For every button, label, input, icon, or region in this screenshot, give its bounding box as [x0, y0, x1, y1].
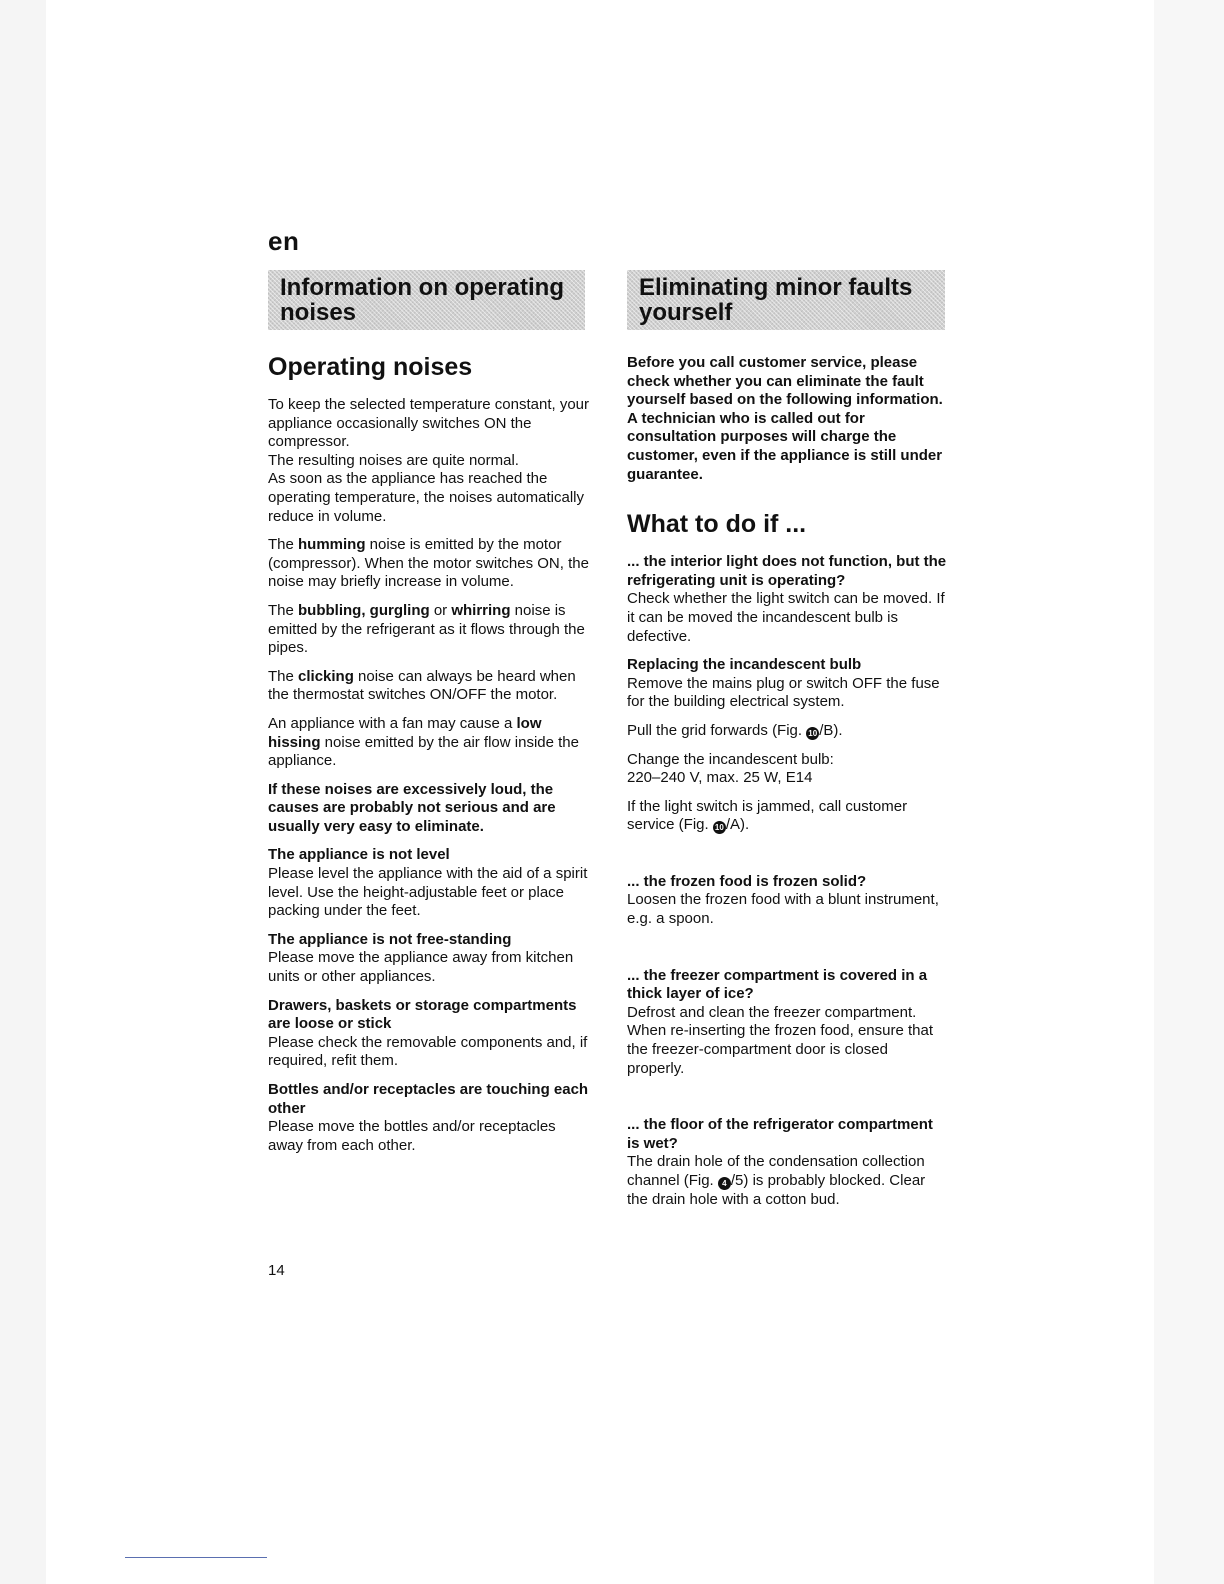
page-number: 14	[268, 1262, 285, 1279]
figure-number-badge: 10	[806, 727, 819, 740]
ice-layer-item: ... the freezer compartment is covered in a thick layer of ice? Defrost and clean the freezer compartment. When re-inserting the frozen food, ensure that the freezer-compartment door is closed properly.	[627, 966, 934, 1077]
not-free-standing-item: The appliance is not free-standing Please move the appliance away from kitchen units or other appliances.	[268, 930, 574, 986]
wet-floor-item: ... the floor of the refrigerator compartment is wet? The drain hole of the condensation collection channel (Fig. 4 /5) is probably blocked. Clear the drain hole with a cotton bud.	[627, 1116, 933, 1208]
humming-paragraph: The humming noise is emitted by the motor (compressor). When the motor switches ON, the noise may briefly increase in volume.	[268, 536, 589, 591]
figure-number-badge: 4	[718, 1177, 731, 1190]
not-level-item: The appliance is not level Please level the appliance with the aid of a spirit level. Use the height-adjustable feet or place packing under the feet.	[268, 846, 588, 920]
bubbling-paragraph: The bubbling, gurgling or whirring noise is emitted by the refrigerant as it flows through the pipes.	[268, 601, 585, 657]
bottles-touching-item: Bottles and/or receptacles are touching each other Please move the bottles and/or receptacles away from each other.	[268, 1081, 589, 1154]
intro-line-2: The resulting noises are quite normal.	[268, 451, 519, 469]
section-banner-minor-faults: Eliminating minor faults yourself	[627, 270, 945, 330]
intro-line-3: As soon as the appliance has reached the operating temperature, the noises automatically reduce in volume.	[268, 470, 585, 525]
replace-bulb-item: Replacing the incandescent bulb Remove the mains plug or switch OFF the fuse for the building electrical system.	[627, 656, 940, 711]
loud-noises-note: If these noises are excessively loud, the causes are probably not serious and are usually very easy to eliminate.	[268, 780, 556, 835]
left-column	[268, 352, 590, 1165]
language-code: en	[268, 226, 300, 256]
drawers-loose-item: Drawers, baskets or storage compartments are loose or stick Please check the removable components and, if required, refit them.	[268, 996, 588, 1070]
interior-light-item: ... the interior light does not function, but the refrigerating unit is operating? Check whether the light switch can be moved. If it can be moved the incandescent bulb is defective.	[627, 553, 947, 645]
intro-note-1: Before you call customer service, please check whether you can eliminate the fault yourself based on the following information.	[627, 354, 943, 409]
intro-line-1: To keep the selected temperature constant, your appliance occasionally switches ON the compressor.	[268, 396, 590, 451]
hissing-paragraph: An appliance with a fan may cause a low hissing noise emitted by the air flow inside the appliance.	[268, 714, 579, 770]
heading-operating-noises: Operating noises	[268, 353, 473, 381]
section-banner-operating-noises: Information on operating noises	[268, 270, 585, 330]
intro-note-2: A technician who is called out for consultation purposes will charge the customer, even if the appliance is still under guarantee.	[627, 409, 943, 483]
right-column	[627, 354, 949, 1219]
scan-edge-right	[1154, 0, 1224, 1584]
figure-number-badge: 10	[713, 821, 726, 834]
change-bulb-paragraph: Change the incandescent bulb: 220–240 V, max. 25 W, E14	[627, 750, 834, 787]
intro-paragraph	[268, 396, 590, 526]
footer-rule	[125, 1557, 267, 1558]
heading-what-to-do: What to do if ...	[627, 510, 807, 539]
pull-grid-paragraph: Pull the grid forwards (Fig. 10 /B).	[627, 721, 843, 739]
clicking-paragraph: The clicking noise can always be heard when the thermostat switches ON/OFF the motor.	[268, 667, 576, 704]
scan-edge-left	[0, 0, 46, 1584]
customer-service-note	[627, 354, 949, 484]
switch-jammed-paragraph: If the light switch is jammed, call customer service (Fig. 10 /A).	[627, 797, 908, 834]
frozen-solid-item: ... the frozen food is frozen solid? Loosen the frozen food with a blunt instrument, e.g. a spoon.	[627, 872, 939, 928]
